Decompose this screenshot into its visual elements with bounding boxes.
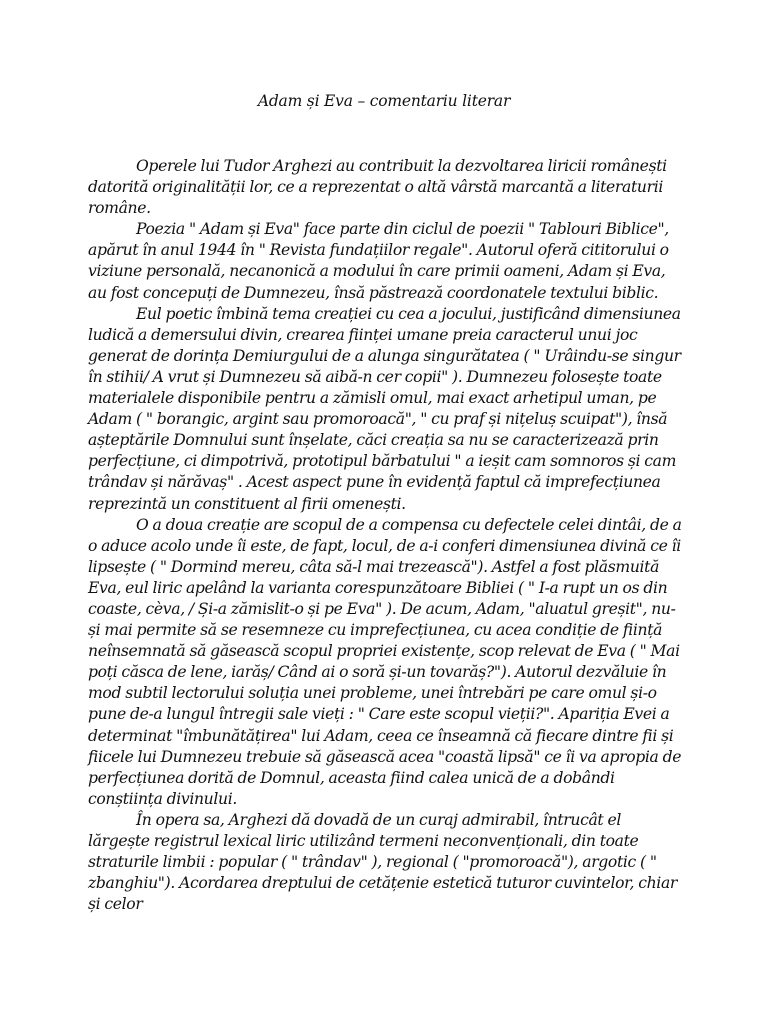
- paragraph-intro: Operele lui Tudor Arghezi au contribuit la dezvoltarea liricii românești datorită originalității lor, ce a reprezentat o altă vârstă marcantă a literaturii române.: [88, 157, 667, 218]
- document-title: Adam și Eva – comentariu literar: [257, 92, 511, 110]
- paragraph-creation-of-adam: Eul poetic îmbină tema creației cu cea a jocului, justificând dimensiunea ludică a demersului divin, crearea ființei umane preia caracterul unui joc generat de dorința Demiurgului de a alunga singurătatea ( " Urâindu-se singur în stihii/ A vrut și Dumnezeu să aibă-n cer copii" ). Dumnezeu folosește toate materialele disponibile pentru a zămisli omul, mai exact arhetipul uman, pe Adam ( " borangic, argint sau promoroacă", " cu praf și nițeluș scuipat"), însă așteptările Domnului sunt înșelate, căci creația sa nu se caracterizează prin perfecțiune, ci dimpotrivă, prototipul bărbatului " a ieșit cam somnoros și cam trândav și nărăvaș" . Acest aspect pune în evidență faptul că imprefecțiunea reprezintă un constituent al firii omenești.: [88, 304, 681, 513]
- paragraph-creation-of-eve: O a doua creație are scopul de a compensa cu defectele celei dintâi, de a o aduce acolo unde îi este, de fapt, locul, de a-i conferi dimensiunea divină ce îi lipsește ( " Dormind mereu, câta să-l mai trezească"). Astfel a fost plăsmuită Eva, eul liric apelând la varianta corespunzătoare Bibliei ( " I-a rupt un os din coaste, cèva, / Și-a zămislit-o și pe Eva" ). De acum, Adam, "aluatul greșit", nu-și mai permite să se resemneze cu imprefecțiunea, cu acea condiție de ființă neînsemnată să găsească scopul propriei existențe, scop relevat de Eva ( " Mai poți căsca de lene, iarăș/ Când ai o soră și-un tovarăș?"). Autorul dezvăluie în mod subtil lectorului soluția unei probleme, unei întrebări pe care omul și-o pune de-a lungul întregii sale vieți : " Care este scopul vieții?". Apariția Evei a determinat "îmbunătățirea" lui Adam, ceea ce înseamnă că fiecare dintre fii și fiicele lui Dumnezeu trebuie să găsească acea "coastă lipsă" ce îi va apropia de perfecțiunea dorită de Domnul, aceasta fiind calea unică de a dobândi conștiința divinului.: [88, 515, 682, 808]
- paragraph-lexical-register: În opera sa, Arghezi dă dovadă de un curaj admirabil, întrucât el lărgește registrul lexical liric utilizând termeni neconvenționali, din toate straturile limbii : popular ( " trândav" ), regional ( "promoroacă"), argotic ( " zbanghiu"). Acordarea dreptului de cetățenie estetică tuturor cuvintelor, chiar și celor: [88, 810, 677, 914]
- document-body: [88, 156, 682, 915]
- paragraph-poem-context: Poezia " Adam și Eva" face parte din ciclul de poezii " Tablouri Biblice", apărut în anul 1944 în " Revista fundațiilor regale". Autorul oferă cititorului o viziune personală, necanonică a modului în care primii oameni, Adam și Eva, au fost concepuți de Dumnezeu, însă păstrează coordonatele textului biblic.: [88, 220, 669, 302]
